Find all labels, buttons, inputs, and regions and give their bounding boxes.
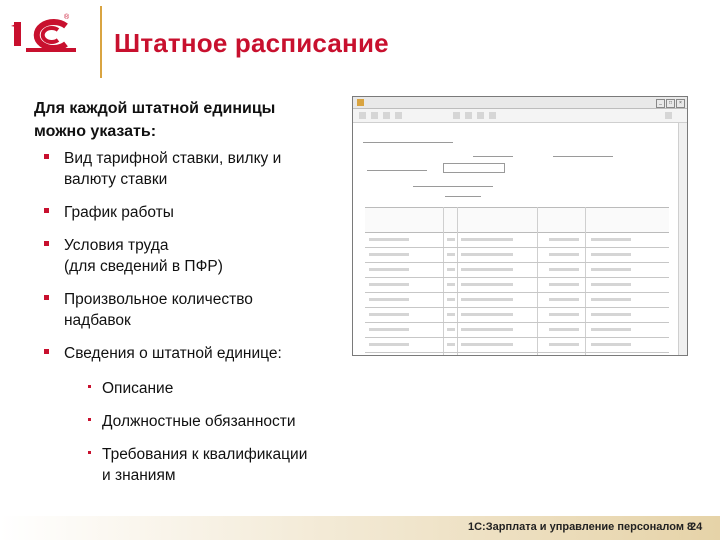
- bullet-item: [44, 343, 344, 486]
- sub-bullet-text: Должностные обязанности: [102, 413, 296, 430]
- table-cell-placeholder: [369, 268, 409, 271]
- table-cell-placeholder: [461, 238, 513, 241]
- square-bullet-icon: [88, 451, 91, 454]
- bullet-text: График работы: [64, 204, 174, 221]
- square-bullet-icon: [44, 241, 49, 246]
- table-cell-placeholder: [591, 343, 631, 346]
- sub-bullet-text: Описание: [102, 380, 174, 397]
- table-cell-placeholder: [591, 238, 631, 241]
- toolbar-icon: [359, 112, 366, 119]
- screenshot-toolbar: [353, 109, 687, 123]
- table-row: [365, 353, 669, 356]
- table-cell-placeholder: [369, 313, 409, 316]
- logo-1c-icon: [8, 14, 80, 58]
- table-row: [365, 248, 669, 263]
- toolbar-icon: [665, 112, 672, 119]
- sub-bullet-item: [88, 411, 344, 432]
- form-line: [473, 149, 513, 157]
- table-cell-placeholder: [369, 238, 409, 241]
- form-line: [363, 135, 453, 143]
- table-cell-placeholder: [447, 283, 455, 286]
- bullet-text: Условия труда: [64, 237, 169, 254]
- table-cell-placeholder: [461, 283, 513, 286]
- sub-bullet-list: [88, 378, 344, 486]
- table-cell-placeholder: [369, 328, 409, 331]
- table-cell-placeholder: [447, 253, 455, 256]
- table-cell-placeholder: [447, 328, 455, 331]
- table-cell-placeholder: [461, 253, 513, 256]
- table-cell-placeholder: [591, 268, 631, 271]
- slide-title: Штатное расписание: [114, 28, 389, 58]
- table-cell-placeholder: [461, 298, 513, 301]
- table-cell-placeholder: [461, 313, 513, 316]
- sub-bullet-text-2: и знаниям: [102, 467, 176, 484]
- minimize-icon: _: [656, 99, 665, 108]
- table-cell-placeholder: [549, 343, 579, 346]
- scrollbar: [678, 123, 687, 355]
- bullet-list: [44, 148, 344, 498]
- toolbar-icon: [453, 112, 460, 119]
- table-cell-placeholder: [447, 343, 455, 346]
- form-line: [445, 189, 481, 197]
- table-row: [365, 293, 669, 308]
- footer-text: 1С:Зарплата и управление персоналом 8: [468, 521, 694, 533]
- table-row: [365, 278, 669, 293]
- header-divider: [100, 6, 102, 78]
- bullet-item: [44, 235, 344, 277]
- toolbar-icon: [383, 112, 390, 119]
- table-row: [365, 308, 669, 323]
- bullet-text-2: валюту ставки: [64, 171, 168, 188]
- bullet-item: [44, 202, 344, 223]
- bullet-text: Вид тарифной ставки, вилку и: [64, 150, 282, 167]
- square-bullet-icon: [88, 418, 91, 421]
- table-cell-placeholder: [549, 253, 579, 256]
- form-line: [413, 179, 493, 187]
- bullet-text-2: (для сведений в ПФР): [64, 258, 223, 275]
- table-cell-placeholder: [591, 253, 631, 256]
- bullet-item: [44, 148, 344, 190]
- toolbar-icon: [395, 112, 402, 119]
- table-cell-placeholder: [447, 298, 455, 301]
- page-number: 24: [690, 521, 703, 533]
- screenshot-titlebar: [353, 97, 687, 109]
- table-cell-placeholder: [461, 343, 513, 346]
- table-row: [365, 233, 669, 248]
- toolbar-icon: [477, 112, 484, 119]
- table-cell-placeholder: [549, 298, 579, 301]
- square-bullet-icon: [44, 349, 49, 354]
- table-row: [365, 323, 669, 338]
- table-cell-placeholder: [461, 268, 513, 271]
- table-cell-placeholder: [369, 253, 409, 256]
- table-cell-placeholder: [591, 298, 631, 301]
- toolbar-icon: [371, 112, 378, 119]
- table-cell-placeholder: [369, 298, 409, 301]
- table-cell-placeholder: [549, 268, 579, 271]
- table-cell-placeholder: [549, 238, 579, 241]
- sub-bullet-item: [88, 444, 344, 486]
- table-cell-placeholder: [549, 313, 579, 316]
- square-bullet-icon: [44, 208, 49, 213]
- table-cell-placeholder: [591, 313, 631, 316]
- form-line: [367, 163, 427, 171]
- table-cell-placeholder: [549, 328, 579, 331]
- maximize-icon: □: [666, 99, 675, 108]
- registered-mark: ®: [64, 14, 70, 21]
- table-cell-placeholder: [461, 328, 513, 331]
- table-cell-placeholder: [549, 283, 579, 286]
- bullet-text: Произвольное количество: [64, 291, 253, 308]
- toolbar-icon: [465, 112, 472, 119]
- table-cell-placeholder: [447, 313, 455, 316]
- toolbar-icon: [489, 112, 496, 119]
- screenshot-table: [365, 207, 669, 356]
- form-line: [553, 149, 613, 157]
- table-cell-placeholder: [369, 283, 409, 286]
- table-row: [365, 338, 669, 353]
- table-cell-placeholder: [591, 283, 631, 286]
- square-bullet-icon: [44, 295, 49, 300]
- bullet-text: Сведения о штатной единице:: [64, 345, 282, 362]
- bullet-text-2: надбавок: [64, 312, 131, 329]
- table-cell-placeholder: [591, 328, 631, 331]
- sub-bullet-text: Требования к квалификации: [102, 446, 308, 463]
- close-icon: ×: [676, 99, 685, 108]
- form-input: [443, 163, 505, 173]
- app-icon: [357, 99, 364, 106]
- bullet-item: [44, 289, 344, 331]
- table-cell-placeholder: [447, 268, 455, 271]
- intro-text: Для каждой штатной единицы можно указать:: [34, 100, 276, 140]
- table-cell-placeholder: [447, 238, 455, 241]
- table-header: [365, 207, 669, 233]
- sub-bullet-item: [88, 378, 344, 399]
- table-cell-placeholder: [369, 343, 409, 346]
- square-bullet-icon: [88, 385, 91, 388]
- square-bullet-icon: [44, 154, 49, 159]
- table-row: [365, 263, 669, 278]
- app-screenshot: [352, 96, 688, 356]
